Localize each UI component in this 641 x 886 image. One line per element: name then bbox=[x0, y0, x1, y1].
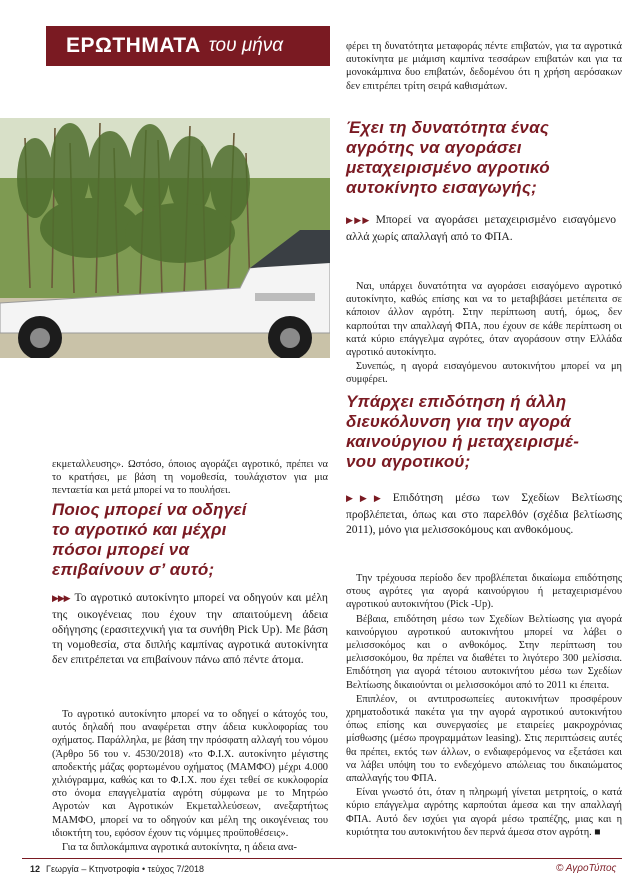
paragraph: Ναι, υπάρχει δυνατότητα να αγοράσει εισαγόμενο αγροτικό αυτοκίνητο, καθώς επίσης και να το μεταβιβάσει μετέπειτα σε κάποιον άλλον αγρότη. Στην περίπτωση αυτή, όμως, δεν καρπούται την απαλλαγή ΦΠΑ, που έχουν σε κάθε περίπτωση οι κατά κύριο επάγγελμα αγρότες, όταν αγοράσουν στην Ελλάδα αγροτικό αυτοκίνητο. bbox=[346, 281, 622, 359]
arrows-icon: ▶▶▶ bbox=[52, 594, 70, 604]
arrows-icon: ▶▶▶ bbox=[346, 494, 388, 504]
q1-line: πόσοι μπορεί να bbox=[52, 540, 190, 559]
section-header bbox=[46, 26, 330, 66]
footer-publication: Γεωργία – Κτηνοτροφία • τεύχος 7/2018 bbox=[46, 864, 204, 874]
q3-line: Υπάρχει επιδότηση ή άλλη bbox=[346, 392, 567, 411]
question-3-heading bbox=[346, 392, 626, 472]
q3-line: διευκόλυνση για την αγορά bbox=[346, 412, 571, 431]
q2-line: Έχει τη δυνατότητα ένας bbox=[346, 118, 550, 137]
q2-line: αυτοκίνητο εισαγωγής; bbox=[346, 178, 537, 197]
copyright-icon: © bbox=[556, 863, 564, 874]
footer-logo-text: ΑγροΤύπος bbox=[565, 863, 617, 874]
question-1-heading bbox=[52, 500, 328, 580]
paragraph: Επιπλέον, οι αντιπροσωπείες αυτοκινήτων προσφέρουν χρηματοδοτικά πακέτα για την αγορά αγροτικού αυτοκινήτου όπως επίσης και συνεργασίες με εταιρείες μακροχρόνιας μίσθωσης (μέσω προγραμμάτων leasing). Στις περιπτώσεις αυτές θα πρέπει, εκτός των άλλων, ο ενδιαφερόμενος να εξετάσει και να λάβει υπόψη του το ενδεχόμενο απώλειας του δικαιώματος απαλλαγής του ΦΠΑ. bbox=[346, 693, 622, 785]
col1-top-text: εκμεταλλευσης». Ωστόσο, όποιος αγοράζει αγροτικό, πρέπει να το κρατήσει, με βάση τη νομοθεσία, τουλάχιστον για μια πενταετία και μετά μπορεί να το πουλήσει. bbox=[52, 459, 328, 497]
q1-line: επιβαίνουν σ’ αυτό; bbox=[52, 560, 215, 579]
paragraph: Το αγροτικό αυτοκίνητο μπορεί να το οδηγεί ο κάτοχός του, αυτός δηλαδή που αναφέρεται στην άδεια κυκλοφορίας του οχήματος. Παράλληλα, με βάση την πρόσφατη αλλαγή του νόμου (Άρθρο 56 του ν. 4530/2018) «το Φ.Ι.Χ. αυτοκίνητο μέγιστης αποδεκτής μάζας φορτωμένου οχήματος (ΜΑΜΦΟ) μέχρι 4.000 χιλιόγραμμα, καθώς και το Φ.Ι.Χ. που έχει τεθεί σε κυκλοφορία στο όνομα επαγγελματία αγρότη σύμφωνα με το Μητρώο Αγροτών και Αγροτικών Εκμεταλλεύσεων, ανεξαρτήτως ΜΑΜΦΟ, μπορεί να το οδηγούν και μέλη της οικογένειας του ιδιοκτήτη του, εφόσον έχουν τις νόμιμες προϋποθέσεις». bbox=[52, 709, 328, 839]
footer-logo bbox=[556, 863, 616, 874]
header-title-bold: ΕΡΩΤΗΜΑΤΑ bbox=[66, 34, 201, 57]
question-1-answer bbox=[52, 590, 328, 667]
question-1-body bbox=[52, 708, 328, 855]
paragraph: Συνεπώς, η αγορά εισαγόμενου αυτοκινήτου μπορεί να μη συμφέρει. bbox=[346, 361, 622, 386]
q2-line: μεταχειρισμένο αγροτικό bbox=[346, 158, 550, 177]
question-2-body bbox=[346, 280, 622, 388]
arrows-icon: ▶▶▶ bbox=[346, 216, 371, 226]
q3-line: καινούργιου ή μεταχειρισμέ- bbox=[346, 432, 580, 451]
q1-line: το αγροτικό και μέχρι bbox=[52, 520, 227, 539]
paragraph: Για τα διπλοκάμπινα αγροτικά αυτοκίνητα, η άδεια ανα- bbox=[62, 842, 297, 854]
question-3-body bbox=[346, 572, 622, 840]
q3-answer-text: Επιδότηση μέσω των Σχεδίων Βελτίωσης προβλέπεται, όπως και στο παρελθόν (σχέδια βελτίωσης 2011), μόνο για μελισσοκόμους και ανθοκόμους. bbox=[346, 491, 622, 536]
q1-answer-text: Το αγροτικό αυτοκίνητο μπορεί να οδηγούν και μέλη της οικογένειας που έχουν την απαιτούμενη άδεια οδήγησης (ερασιτεχνική για τα συνήθη Pick Up). Με βάση τη νομοθεσία, στα διπλής καμπίνας αγροτικά αυτοκίνητα δεν επιτρέπεται να επιβαίνουν πάνω από πέντε άτομα. bbox=[52, 591, 328, 666]
footer-rule bbox=[22, 858, 622, 859]
q2-answer-text: Μπορεί να αγοράσει μεταχειρισμένο εισαγόμενο αλλά χωρίς απαλλαγή από το ΦΠΑ. bbox=[346, 213, 617, 243]
paragraph: Βέβαια, επιδότηση μέσω των Σχεδίων Βελτίωσης για αγορά καινούργιου αγροτικού αυτοκινήτου μπορεί να λάβει ο μελισσοκόμος και ο ανθοκόμος. Στην περίπτωση του μελισσοκόμου, θα πρέπει να διαθέτει το λιγότερο 300 μελίσσια. Επιδότηση για αγορά τέτοιου αυτοκινήτου μέσω των Σχεδίων Βελτίωσης δικαιούνται οι μελισσοκόμοι από το 2011 κι έπειτα. bbox=[346, 613, 622, 691]
pickup-truck-photo bbox=[0, 118, 330, 358]
paragraph: Την τρέχουσα περίοδο δεν προβλέπεται δικαίωμα επιδότησης στους αγρότες για αγορά καινούργιου ή μεταχειρισμένου αγροτικού αυτοκινήτου (Pick -Up). bbox=[346, 573, 622, 611]
q3-line: νου αγροτικού; bbox=[346, 452, 471, 471]
question-2-heading bbox=[346, 118, 626, 198]
col2-top-text: φέρει τη δυνατότητα μεταφοράς πέντε επιβατών, για τα αγροτικά αυτοκίνητα με μιάμιση καμπίνα τεσσάρων επιβατών και για τα μονοκάμπινα δυο επιβατών, δεδομένου ότι η χρήση αερόσακων δεν επιτρέπει τρίτη σειρά καθισμάτων. bbox=[346, 41, 622, 92]
question-2-answer bbox=[346, 212, 616, 244]
page-number: 12 bbox=[30, 864, 41, 874]
paragraph: Είναι γνωστό ότι, όταν η πληρωμή γίνεται μετρητοίς, ο κατά κύριο επάγγελμα αγρότης καρπούται άμεσα και την απαλλαγή ΦΠΑ. Αυτό δεν ισχύει για αγορά μέσω τραπέζης, μιας και η κυριότητα του αυτοκινήτου δεν περνά άμεσα στον αγρότη. ■ bbox=[346, 787, 622, 838]
q2-line: αγρότης να αγοράσει bbox=[346, 138, 522, 157]
question-3-answer bbox=[346, 490, 622, 537]
header-title-italic: του μήνα bbox=[208, 35, 284, 56]
q1-line: Ποιος μπορεί να οδηγεί bbox=[52, 500, 247, 519]
